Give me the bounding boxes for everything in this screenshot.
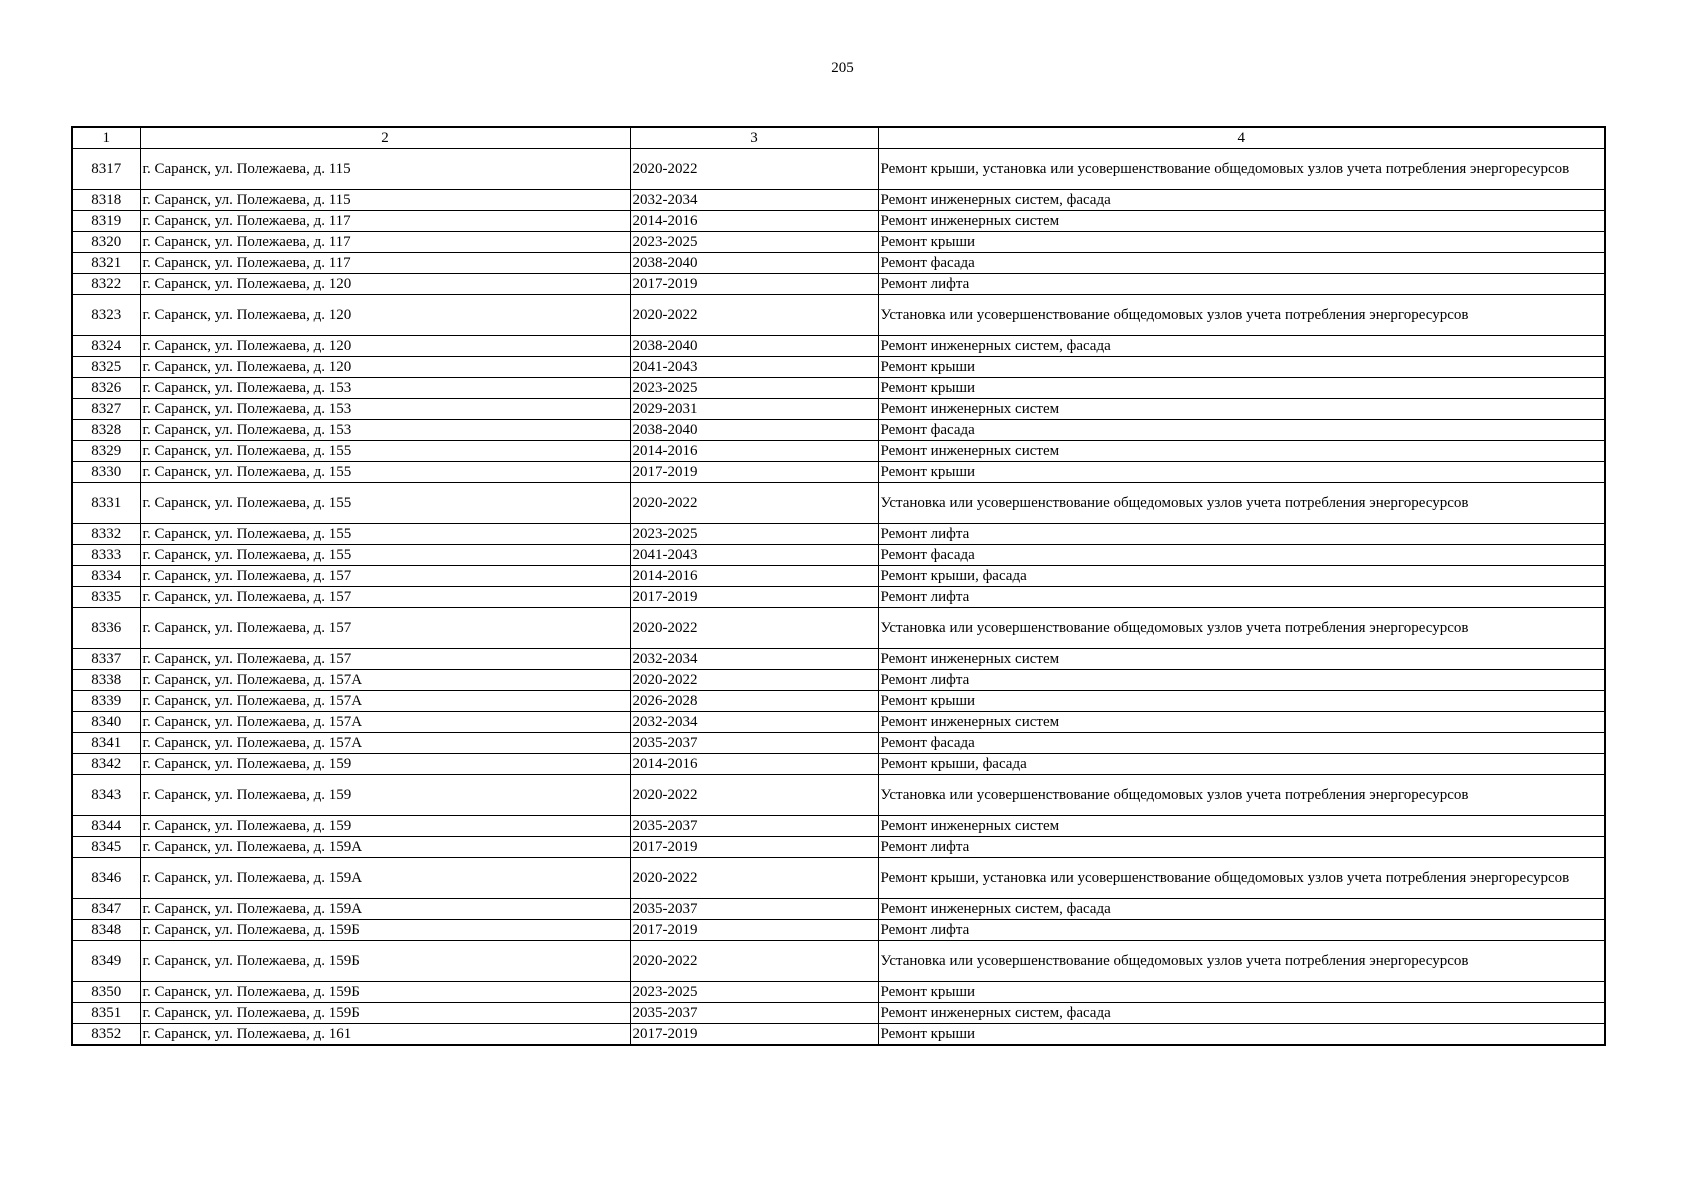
cell-address: г. Саранск, ул. Полежаева, д. 153 bbox=[140, 399, 630, 420]
cell-period: 2020-2022 bbox=[630, 941, 878, 982]
cell-work-type: Ремонт крыши bbox=[878, 232, 1605, 253]
table-row bbox=[72, 608, 1605, 649]
table-body bbox=[72, 149, 1605, 1046]
cell-work-type: Ремонт лифта bbox=[878, 587, 1605, 608]
cell-period: 2038-2040 bbox=[630, 420, 878, 441]
cell-work-type: Ремонт лифта bbox=[878, 837, 1605, 858]
cell-address: г. Саранск, ул. Полежаева, д. 115 bbox=[140, 149, 630, 190]
table-row bbox=[72, 1024, 1605, 1046]
cell-work-type: Ремонт лифта bbox=[878, 524, 1605, 545]
table-row bbox=[72, 775, 1605, 816]
cell-work-type: Ремонт крыши bbox=[878, 691, 1605, 712]
cell-period: 2014-2016 bbox=[630, 566, 878, 587]
cell-work-type: Установка или усовершенствование общедомовых узлов учета потребления энергоресурсов bbox=[878, 775, 1605, 816]
table-row bbox=[72, 190, 1605, 211]
cell-number: 8337 bbox=[72, 649, 140, 670]
page-number: 205 bbox=[831, 60, 854, 76]
cell-period: 2032-2034 bbox=[630, 190, 878, 211]
cell-work-type: Установка или усовершенствование общедомовых узлов учета потребления энергоресурсов bbox=[878, 295, 1605, 336]
cell-period: 2035-2037 bbox=[630, 816, 878, 837]
cell-period: 2035-2037 bbox=[630, 899, 878, 920]
cell-number: 8345 bbox=[72, 837, 140, 858]
cell-period: 2029-2031 bbox=[630, 399, 878, 420]
cell-number: 8334 bbox=[72, 566, 140, 587]
cell-number: 8340 bbox=[72, 712, 140, 733]
table-row bbox=[72, 858, 1605, 899]
table-row bbox=[72, 399, 1605, 420]
cell-work-type: Установка или усовершенствование общедомовых узлов учета потребления энергоресурсов bbox=[878, 483, 1605, 524]
cell-work-type: Ремонт инженерных систем bbox=[878, 211, 1605, 232]
table-row bbox=[72, 649, 1605, 670]
cell-number: 8318 bbox=[72, 190, 140, 211]
cell-address: г. Саранск, ул. Полежаева, д. 153 bbox=[140, 420, 630, 441]
cell-period: 2023-2025 bbox=[630, 378, 878, 399]
table-header-row bbox=[72, 127, 1605, 149]
table-row bbox=[72, 232, 1605, 253]
table-row bbox=[72, 274, 1605, 295]
cell-period: 2023-2025 bbox=[630, 982, 878, 1003]
cell-number: 8324 bbox=[72, 336, 140, 357]
cell-address: г. Саранск, ул. Полежаева, д. 115 bbox=[140, 190, 630, 211]
cell-work-type: Ремонт крыши, фасада bbox=[878, 566, 1605, 587]
cell-work-type: Ремонт инженерных систем bbox=[878, 712, 1605, 733]
cell-work-type: Ремонт крыши, установка или усовершенствование общедомовых узлов учета потребления энергоресурсов bbox=[878, 858, 1605, 899]
cell-address: г. Саранск, ул. Полежаева, д. 157 bbox=[140, 566, 630, 587]
cell-period: 2023-2025 bbox=[630, 232, 878, 253]
cell-number: 8346 bbox=[72, 858, 140, 899]
cell-period: 2020-2022 bbox=[630, 670, 878, 691]
cell-number: 8323 bbox=[72, 295, 140, 336]
cell-work-type: Ремонт лифта bbox=[878, 274, 1605, 295]
table-row bbox=[72, 816, 1605, 837]
table-row bbox=[72, 920, 1605, 941]
table-row bbox=[72, 545, 1605, 566]
cell-address: г. Саранск, ул. Полежаева, д. 157А bbox=[140, 670, 630, 691]
cell-period: 2017-2019 bbox=[630, 274, 878, 295]
cell-period: 2014-2016 bbox=[630, 211, 878, 232]
cell-number: 8344 bbox=[72, 816, 140, 837]
cell-number: 8347 bbox=[72, 899, 140, 920]
cell-address: г. Саранск, ул. Полежаева, д. 159 bbox=[140, 754, 630, 775]
cell-address: г. Саранск, ул. Полежаева, д. 161 bbox=[140, 1024, 630, 1046]
table-row bbox=[72, 462, 1605, 483]
cell-period: 2014-2016 bbox=[630, 754, 878, 775]
column-header-period: 3 bbox=[630, 127, 878, 149]
cell-period: 2020-2022 bbox=[630, 858, 878, 899]
cell-address: г. Саранск, ул. Полежаева, д. 157 bbox=[140, 587, 630, 608]
table-row bbox=[72, 941, 1605, 982]
cell-work-type: Ремонт крыши bbox=[878, 462, 1605, 483]
cell-address: г. Саранск, ул. Полежаева, д. 159Б bbox=[140, 941, 630, 982]
table-row bbox=[72, 837, 1605, 858]
cell-number: 8351 bbox=[72, 1003, 140, 1024]
table-row bbox=[72, 566, 1605, 587]
cell-work-type: Ремонт инженерных систем, фасада bbox=[878, 899, 1605, 920]
cell-number: 8349 bbox=[72, 941, 140, 982]
cell-work-type: Установка или усовершенствование общедомовых узлов учета потребления энергоресурсов bbox=[878, 608, 1605, 649]
cell-address: г. Саранск, ул. Полежаева, д. 157А bbox=[140, 733, 630, 754]
cell-number: 8317 bbox=[72, 149, 140, 190]
cell-work-type: Ремонт крыши bbox=[878, 357, 1605, 378]
cell-address: г. Саранск, ул. Полежаева, д. 155 bbox=[140, 441, 630, 462]
cell-work-type: Установка или усовершенствование общедомовых узлов учета потребления энергоресурсов bbox=[878, 941, 1605, 982]
cell-period: 2020-2022 bbox=[630, 483, 878, 524]
cell-period: 2026-2028 bbox=[630, 691, 878, 712]
cell-address: г. Саранск, ул. Полежаева, д. 157А bbox=[140, 712, 630, 733]
cell-period: 2035-2037 bbox=[630, 733, 878, 754]
cell-period: 2017-2019 bbox=[630, 587, 878, 608]
cell-number: 8336 bbox=[72, 608, 140, 649]
cell-number: 8342 bbox=[72, 754, 140, 775]
cell-address: г. Саранск, ул. Полежаева, д. 159 bbox=[140, 816, 630, 837]
cell-address: г. Саранск, ул. Полежаева, д. 159Б bbox=[140, 982, 630, 1003]
cell-number: 8350 bbox=[72, 982, 140, 1003]
table-row bbox=[72, 691, 1605, 712]
cell-address: г. Саранск, ул. Полежаева, д. 155 bbox=[140, 545, 630, 566]
cell-address: г. Саранск, ул. Полежаева, д. 155 bbox=[140, 462, 630, 483]
cell-work-type: Ремонт инженерных систем bbox=[878, 649, 1605, 670]
cell-address: г. Саранск, ул. Полежаева, д. 155 bbox=[140, 483, 630, 524]
cell-address: г. Саранск, ул. Полежаева, д. 159Б bbox=[140, 920, 630, 941]
cell-period: 2017-2019 bbox=[630, 837, 878, 858]
cell-address: г. Саранск, ул. Полежаева, д. 157 bbox=[140, 649, 630, 670]
table-row bbox=[72, 712, 1605, 733]
cell-period: 2038-2040 bbox=[630, 336, 878, 357]
cell-number: 8335 bbox=[72, 587, 140, 608]
table-row bbox=[72, 149, 1605, 190]
table-row bbox=[72, 295, 1605, 336]
table-row bbox=[72, 899, 1605, 920]
cell-address: г. Саранск, ул. Полежаева, д. 159А bbox=[140, 837, 630, 858]
table-row bbox=[72, 336, 1605, 357]
cell-period: 2017-2019 bbox=[630, 462, 878, 483]
cell-address: г. Саранск, ул. Полежаева, д. 157А bbox=[140, 691, 630, 712]
cell-work-type: Ремонт фасада bbox=[878, 733, 1605, 754]
cell-address: г. Саранск, ул. Полежаева, д. 120 bbox=[140, 295, 630, 336]
cell-work-type: Ремонт крыши, установка или усовершенствование общедомовых узлов учета потребления энергоресурсов bbox=[878, 149, 1605, 190]
cell-period: 2032-2034 bbox=[630, 649, 878, 670]
cell-period: 2020-2022 bbox=[630, 149, 878, 190]
cell-period: 2014-2016 bbox=[630, 441, 878, 462]
cell-period: 2035-2037 bbox=[630, 1003, 878, 1024]
cell-address: г. Саранск, ул. Полежаева, д. 155 bbox=[140, 524, 630, 545]
cell-work-type: Ремонт крыши, фасада bbox=[878, 754, 1605, 775]
table-row bbox=[72, 524, 1605, 545]
cell-number: 8330 bbox=[72, 462, 140, 483]
cell-number: 8343 bbox=[72, 775, 140, 816]
cell-work-type: Ремонт крыши bbox=[878, 982, 1605, 1003]
column-header-work: 4 bbox=[878, 127, 1605, 149]
table-row bbox=[72, 357, 1605, 378]
cell-address: г. Саранск, ул. Полежаева, д. 159А bbox=[140, 858, 630, 899]
cell-number: 8352 bbox=[72, 1024, 140, 1046]
table-row bbox=[72, 378, 1605, 399]
cell-number: 8338 bbox=[72, 670, 140, 691]
cell-work-type: Ремонт инженерных систем bbox=[878, 441, 1605, 462]
cell-number: 8329 bbox=[72, 441, 140, 462]
table-row bbox=[72, 754, 1605, 775]
cell-address: г. Саранск, ул. Полежаева, д. 120 bbox=[140, 357, 630, 378]
cell-address: г. Саранск, ул. Полежаева, д. 159Б bbox=[140, 1003, 630, 1024]
cell-number: 8322 bbox=[72, 274, 140, 295]
cell-number: 8328 bbox=[72, 420, 140, 441]
cell-number: 8348 bbox=[72, 920, 140, 941]
cell-number: 8331 bbox=[72, 483, 140, 524]
cell-number: 8339 bbox=[72, 691, 140, 712]
cell-address: г. Саранск, ул. Полежаева, д. 157 bbox=[140, 608, 630, 649]
cell-address: г. Саранск, ул. Полежаева, д. 120 bbox=[140, 274, 630, 295]
cell-period: 2038-2040 bbox=[630, 253, 878, 274]
cell-address: г. Саранск, ул. Полежаева, д. 117 bbox=[140, 253, 630, 274]
cell-number: 8325 bbox=[72, 357, 140, 378]
cell-work-type: Ремонт лифта bbox=[878, 920, 1605, 941]
cell-work-type: Ремонт лифта bbox=[878, 670, 1605, 691]
repair-schedule-table bbox=[71, 126, 1606, 1046]
cell-number: 8319 bbox=[72, 211, 140, 232]
table-row bbox=[72, 1003, 1605, 1024]
cell-number: 8320 bbox=[72, 232, 140, 253]
cell-work-type: Ремонт фасада bbox=[878, 545, 1605, 566]
table-row bbox=[72, 982, 1605, 1003]
cell-address: г. Саранск, ул. Полежаева, д. 120 bbox=[140, 336, 630, 357]
cell-work-type: Ремонт инженерных систем, фасада bbox=[878, 190, 1605, 211]
cell-address: г. Саранск, ул. Полежаева, д. 153 bbox=[140, 378, 630, 399]
cell-work-type: Ремонт инженерных систем bbox=[878, 399, 1605, 420]
cell-period: 2020-2022 bbox=[630, 608, 878, 649]
cell-work-type: Ремонт фасада bbox=[878, 253, 1605, 274]
column-header-address: 2 bbox=[140, 127, 630, 149]
cell-work-type: Ремонт крыши bbox=[878, 378, 1605, 399]
cell-number: 8341 bbox=[72, 733, 140, 754]
table-row bbox=[72, 441, 1605, 462]
table-row bbox=[72, 483, 1605, 524]
cell-number: 8326 bbox=[72, 378, 140, 399]
cell-period: 2032-2034 bbox=[630, 712, 878, 733]
cell-address: г. Саранск, ул. Полежаева, д. 117 bbox=[140, 232, 630, 253]
cell-number: 8321 bbox=[72, 253, 140, 274]
cell-period: 2020-2022 bbox=[630, 295, 878, 336]
cell-work-type: Ремонт инженерных систем, фасада bbox=[878, 336, 1605, 357]
table-row bbox=[72, 420, 1605, 441]
cell-address: г. Саранск, ул. Полежаева, д. 117 bbox=[140, 211, 630, 232]
cell-period: 2017-2019 bbox=[630, 1024, 878, 1046]
cell-address: г. Саранск, ул. Полежаева, д. 159 bbox=[140, 775, 630, 816]
cell-work-type: Ремонт крыши bbox=[878, 1024, 1605, 1046]
table-row bbox=[72, 587, 1605, 608]
cell-period: 2020-2022 bbox=[630, 775, 878, 816]
table-row bbox=[72, 733, 1605, 754]
cell-number: 8327 bbox=[72, 399, 140, 420]
cell-period: 2041-2043 bbox=[630, 545, 878, 566]
cell-period: 2017-2019 bbox=[630, 920, 878, 941]
cell-period: 2023-2025 bbox=[630, 524, 878, 545]
cell-address: г. Саранск, ул. Полежаева, д. 159А bbox=[140, 899, 630, 920]
table-row bbox=[72, 211, 1605, 232]
cell-work-type: Ремонт инженерных систем bbox=[878, 816, 1605, 837]
column-header-number: 1 bbox=[72, 127, 140, 149]
cell-number: 8333 bbox=[72, 545, 140, 566]
cell-work-type: Ремонт фасада bbox=[878, 420, 1605, 441]
cell-period: 2041-2043 bbox=[630, 357, 878, 378]
cell-number: 8332 bbox=[72, 524, 140, 545]
table-row bbox=[72, 253, 1605, 274]
cell-work-type: Ремонт инженерных систем, фасада bbox=[878, 1003, 1605, 1024]
table-row bbox=[72, 670, 1605, 691]
